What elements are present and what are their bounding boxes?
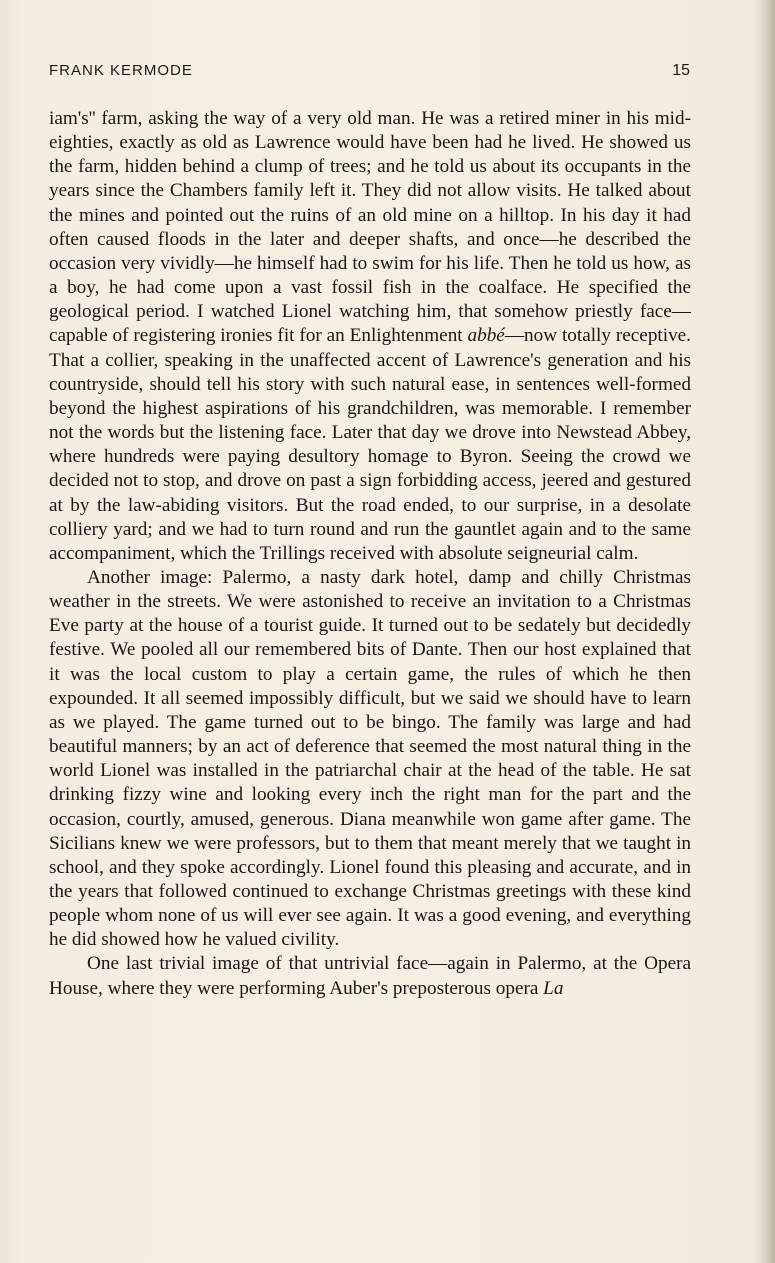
text-run-italic: abbé <box>467 325 505 347</box>
text-run: —now totally receptive. That a collier, speaking in the unaffected accent of Lawrence's generation and his countryside, should tell his story with such natural ease, in sentences well-formed beyond the highest aspirations of his grandchildren, was memorable. I remember not the words but the listening face. Later that day we drove into Newstead Abbey, where hundreds were paying desultory homage to Byron. Seeing the crowd we decided not to stop, and drove on past a sign forbidding access, jeered and gestured at by the law-abiding visitors. But the road ended, to our surprise, in a desolate colliery yard; and we had to turn round and run the gauntlet again and to the same accompaniment, which the Trillings received with absolute seigneurial calm. <box>49 325 691 564</box>
paragraph <box>49 566 691 953</box>
paragraph <box>49 952 691 1000</box>
text-run: Another image: Palermo, a nasty dark hotel, damp and chilly Christmas weather in the streets. We were astonished to receive an invitation to a Christmas Eve party at the house of a tourist guide. It turned out to be sedately but decidedly festive. We pooled all our remembered bits of Dante. Then our host explained that it was the local custom to play a certain game, the rules of which he then expounded. It all seemed impossibly difficult, but we said we should have to learn as we played. The game turned out to be bingo. The family was large and had beautiful manners; by an act of deference that seemed the most natural thing in the world Lionel was installed in the patriarchal chair at the head of the table. He sat drinking fizzy wine and looking every inch the right man for the part and the occasion, courtly, amused, generous. Diana meanwhile won game after game. The Sicilians knew we were professors, but to them that meant merely that we taught in school, and they spoke accordingly. Lionel found this pleasing and accurate, and in the years that followed continued to exchange Christmas greetings with these kind people whom none of us will ever see again. It was a good evening, and everything he did showed how he valued civility. <box>49 566 691 951</box>
paragraph <box>49 107 691 566</box>
running-head <box>49 62 690 84</box>
text-run: iam's'' farm, asking the way of a very old man. He was a retired miner in his mid-eighties, exactly as old as Lawrence would have been had he lived. He showed us the farm, hidden behind a clump of trees; and he told us about its occupants in the years since the Chambers family left it. They did not allow visits. He talked about the mines and pointed out the ruins of an old mine on a hilltop. In his day it had often caused floods in the later and deeper shafts, and once—he described the occasion very vividly—he himself had to swim for his life. Then he told us how, as a boy, he had come upon a vast fossil fish in the coalface. He specified the geological period. I watched Lionel watching him, that somehow priestly face—capable of registering ironies fit for an Enlightenment <box>49 108 691 347</box>
page-number: 15 <box>672 62 690 79</box>
running-head-author: FRANK KERMODE <box>49 62 193 79</box>
page-edge-shadow <box>761 0 775 1263</box>
text-run-italic: La <box>543 977 564 999</box>
text-run: One last trivial image of that untrivial face—again in Palermo, at the Opera House, where they were performing Auber's preposterous opera <box>49 953 691 999</box>
body-text <box>49 107 691 1001</box>
